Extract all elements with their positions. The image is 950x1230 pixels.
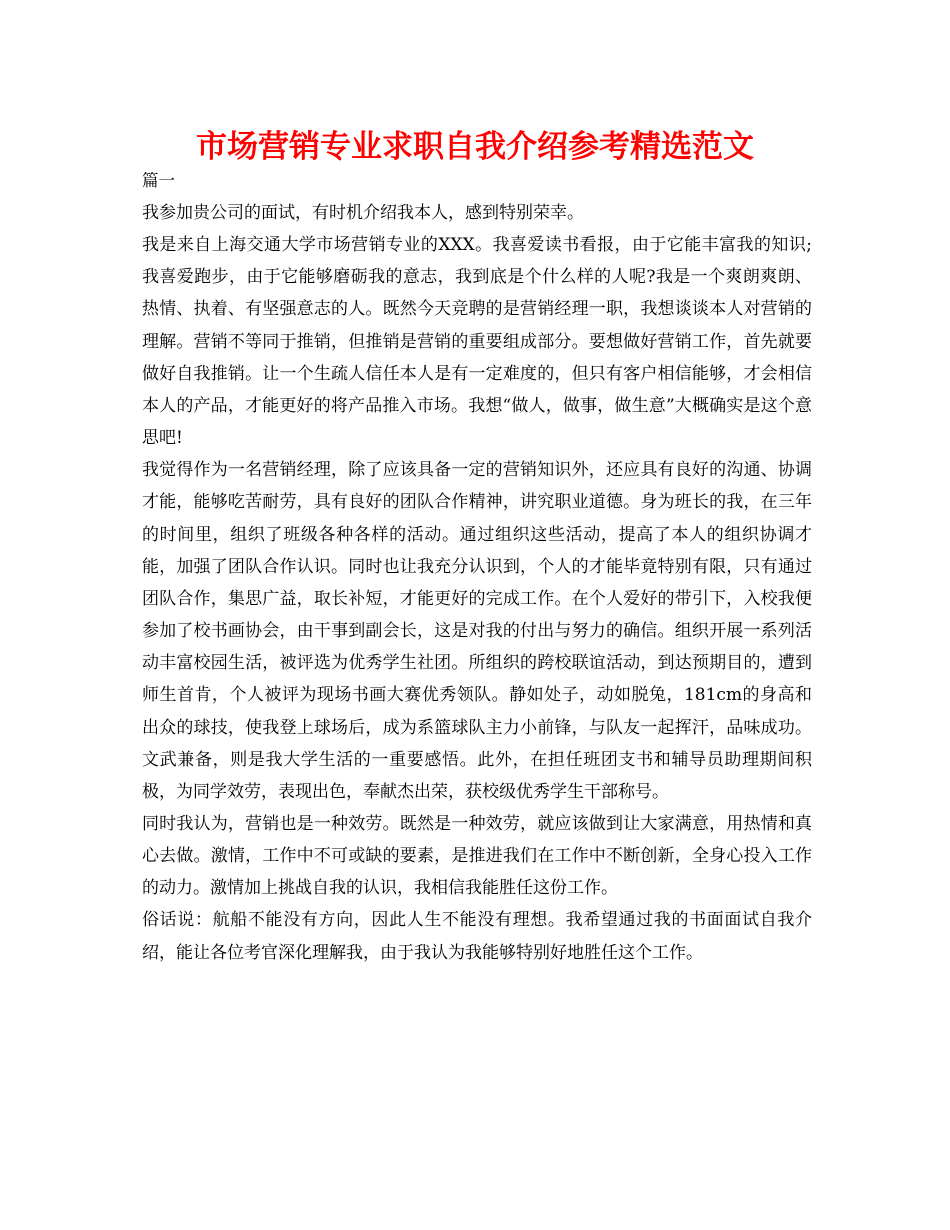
document-body [142,197,812,969]
paragraph-3: 我觉得作为一名营销经理，除了应该具备一定的营销知识外，还应具有良好的沟通、协调才能，能够吃苦耐劳，具有良好的团队合作精神，讲究职业道德。身为班长的我，在三年的时间里，组织了班级各种各样的活动。通过组织这些活动，提高了本人的组织协调才能，加强了团队合作认识。同时也让我充分认识到，个人的才能毕竟特别有限，只有通过团队合作，集思广益，取长补短，才能更好的完成工作。在个人爱好的带引下，入校我便参加了校书画协会，由干事到副会长，这是对我的付出与努力的确信。组织开展一系列活动丰富校园生活，被评选为优秀学生社团。所组织的跨校联谊活动，到达预期目的，遭到师生首肯，个人被评为现场书画大赛优秀领队。静如处子，动如脱兔，181cm的身高和出众的球技，使我登上球场后，成为系篮球队主力小前锋，与队友一起挥汗，品味成功。文武兼备，则是我大学生活的一重要感悟。此外，在担任班团支书和辅导员助理期间积极，为同学效劳，表现出色，奉献杰出荣，获校级优秀学生干部称号。 [142,460,812,802]
section-label: 篇一 [142,171,175,190]
paragraph-2: 我是来自上海交通大学市场营销专业的XXX。我喜爱读书看报，由于它能丰富我的知识;我喜爱跑步，由于它能够磨砺我的意志，我到底是个什么样的人呢?我是一个爽朗爽朗、热情、执着、有坚强意志的人。既然今天竞聘的是营销经理一职，我想谈谈本人对营销的理解。营销不等同于推销，但推销是营销的重要组成部分。要想做好营销工作，首先就要做好自我推销。让一个生疏人信任本人是有一定难度的，但只有客户相信能够，才会相信本人的产品，才能更好的将产品推入市场。我想“做人，做事，做生意”大概确实是这个意思吧! [142,235,812,449]
paragraph-1: 我参加贵公司的面试，有时机介绍我本人，感到特别荣幸。 [142,203,584,223]
paragraph-5: 俗话说：航船不能没有方向，因此人生不能没有理想。我希望通过我的书面面试自我介绍，能让各位考官深化理解我，由于我认为我能够特别好地胜任这个工作。 [142,910,812,963]
paragraph-4: 同时我认为，营销也是一种效劳。既然是一种效劳，就应该做到让大家满意，用热情和真心去做。激情，工作中不可或缺的要素，是推进我们在工作中不断创新，全身心投入工作的动力。激情加上挑战自我的认识，我相信我能胜任这份工作。 [142,813,812,899]
document-title: 市场营销专业求职自我介绍参考精选范文 [196,129,754,165]
